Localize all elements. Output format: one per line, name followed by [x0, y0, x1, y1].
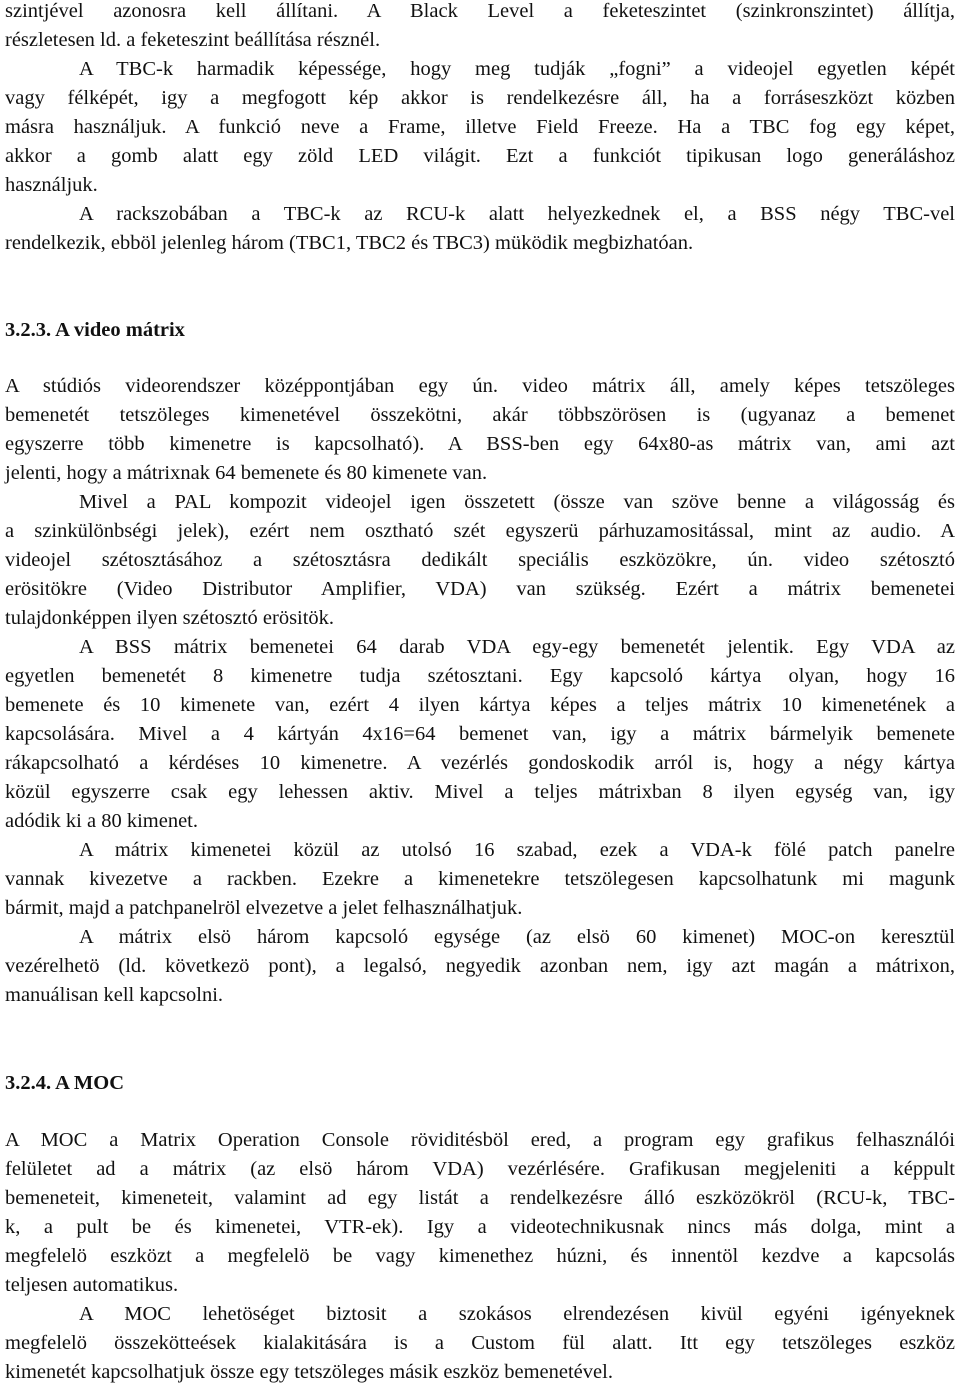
text-line: egyetlen bemenetét 8 kimenetre tudja szétosztani. Egy kapcsoló kártya olyan, hogy 16 — [5, 665, 955, 687]
text-line: vagy félképét, igy a megfogott kép akkor is rendelkezésre áll, ha a forráseszközt közben — [5, 87, 955, 109]
text-line: adódik ki a 80 kimenet. — [5, 810, 198, 832]
paragraph-group-tbc — [5, 0, 955, 258]
text-line: felületet ad a mátrix (az elsö három VDA) vezérlésére. Grafikusan megjeleniti a képpult — [5, 1158, 955, 1180]
text-line: A stúdiós videorendszer középpontjában egy ún. video mátrix áll, amely képes tetszöleges — [5, 375, 955, 397]
text-line: megfelelö eszközt a megfelelö be vagy kimenethez húzni, és innentöl kezdve a kapcsolás — [5, 1245, 955, 1267]
text-line: kapcsolására. Mivel a 4 kártyán 4x16=64 bemenet van, igy a mátrix bármelyik bemenete — [5, 723, 955, 745]
section-heading-moc: 3.2.4. A MOC — [5, 1072, 125, 1094]
text-line: Mivel a PAL kompozit videojel igen összetett (össze van szöve benne a világosság és — [79, 491, 955, 513]
text-line: rendelkezik, ebböl jelenleg három (TBC1, TBC2 és TBC3) müködik megbizhatóan. — [5, 232, 694, 254]
text-line: A rackszobában a TBC-k az RCU-k alatt helyezkednek el, a BSS négy TBC-vel — [79, 203, 955, 225]
text-line: egyszerre több kimenetre is kapcsolható). A BSS-ben egy 64x80-as mátrix van, ami azt — [5, 433, 955, 455]
text-line: k, a pult be és kimenetei, VTR-ek). Igy a videotechnikusnak nincs más dolga, mint a — [5, 1216, 955, 1238]
text-line: akkor a gomb alatt egy zöld LED világit. Ezt a funkciót tipikusan logo generáláshoz — [5, 145, 955, 167]
text-line: vannak kivezetve a rackben. Ezekre a kimenetekre tetszölegesen kapcsolhatunk mi magunk — [5, 868, 955, 890]
text-line: A MOC lehetöséget biztosit a szokásos elrendezésen kivül egyéni igényeknek — [79, 1303, 955, 1325]
text-line: részletesen ld. a feketeszint beállítása résznél. — [5, 29, 381, 51]
text-line: rákapcsolható a kérdéses 10 kimenetre. A vezérlés gondoskodik arról is, hogy a négy kártya — [5, 752, 955, 774]
text-line: jelenti, hogy a mátrixnak 64 bemenete és 80 kimenete van. — [5, 462, 488, 484]
text-line: manuálisan kell kapcsolni. — [5, 984, 224, 1006]
text-line: másra használjuk. A funkció neve a Frame, illetve Field Freeze. Ha a TBC fog egy képet, — [5, 116, 955, 138]
text-line: közül egyszerre csak egy lehessen aktiv. Mivel a teljes mátrixban 8 ilyen egység van, igy — [5, 781, 955, 803]
text-line: erösitökre (Video Distributor Amplifier, VDA) van szükség. Ezért a mátrix bemenetei — [5, 578, 955, 600]
text-line: A mátrix kimenetei közül az utolsó 16 szabad, ezek a VDA-k fölé patch panelre — [79, 839, 955, 861]
text-line: A BSS mátrix bemenetei 64 darab VDA egy-egy bemenetét jelentik. Egy VDA az — [79, 636, 955, 658]
section-heading-video-matrix: 3.2.3. A video mátrix — [5, 319, 185, 341]
text-line: A mátrix elsö három kapcsoló egysége (az elsö 60 kimenet) MOC-on keresztül — [79, 926, 955, 948]
paragraph-group-moc — [5, 1126, 955, 1387]
text-line: A MOC a Matrix Operation Console röviditésböl ered, a program egy grafikus felhasználói — [5, 1129, 955, 1151]
text-line: vezérelhetö (ld. következö pont), a legalsó, negyedik azonban nem, igy azt magán a mátrixon, — [5, 955, 955, 977]
text-line: bemenetét tetszöleges kimenetével összekötni, akár többszörösen is (ugyanaz a bemenet — [5, 404, 955, 426]
text-line: A TBC-k harmadik képessége, hogy meg tudják „fogni” a videojel egyetlen képét — [79, 58, 955, 80]
text-line: videojel szétosztásához a szétosztásra dedikált speciális eszközökre, ún. video szétosztó — [5, 549, 955, 571]
text-line: tulajdonképpen ilyen szétosztó erösitök. — [5, 607, 335, 629]
text-line: bemeneteit, kimeneteit, valamint ad egy listát a rendelkezésre álló eszközökröl (RCU-k, TBC- — [5, 1187, 955, 1209]
text-line: bemenete és 10 kimenete van, ezért 4 ilyen kártya képes a teljes mátrix 10 kimenetének a — [5, 694, 955, 716]
text-line: használjuk. — [5, 174, 98, 196]
text-line: kimenetét kapcsolhatjuk össze egy tetszöleges másik eszköz bemenetével. — [5, 1361, 613, 1383]
text-line: a szinkülönbségi jelek), ezért nem osztható szét egyszerü párhuzamositással, mint az audio. A — [5, 520, 955, 542]
paragraph-group-video-matrix — [5, 372, 955, 1010]
text-line: megfelelö összekötteések kialakitására is a Custom fül alatt. Itt egy tetszöleges eszköz — [5, 1332, 955, 1354]
text-line: teljesen automatikus. — [5, 1274, 179, 1296]
text-line: bármit, majd a patchpanelröl elvezetve a jelet felhasználhatjuk. — [5, 897, 523, 919]
text-line: szintjével azonosra kell állítani. A Black Level a feketeszintet (szinkronszintet) állítja, — [5, 0, 955, 22]
